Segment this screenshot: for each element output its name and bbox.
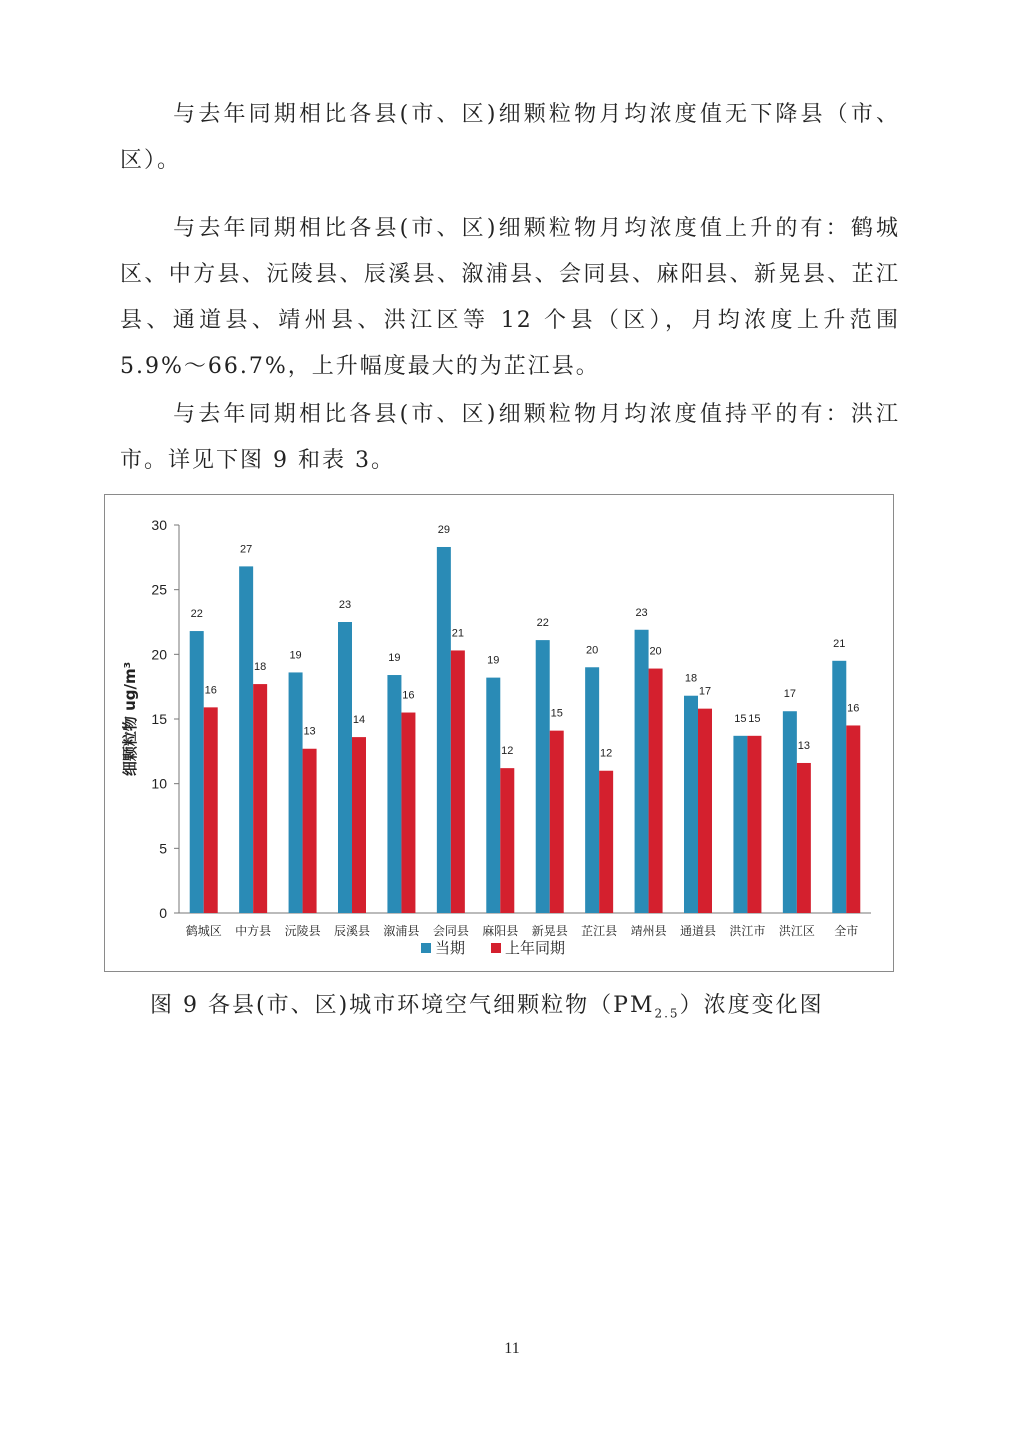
data-label-last-year: 16 bbox=[402, 689, 415, 702]
bar-current bbox=[733, 736, 747, 913]
data-label-current: 27 bbox=[240, 543, 253, 556]
bar-current bbox=[536, 640, 550, 913]
bar-current bbox=[239, 566, 253, 913]
data-label-current: 20 bbox=[586, 644, 599, 657]
bar-last-year bbox=[747, 736, 761, 913]
x-tick-label: 溆浦县 bbox=[383, 924, 420, 938]
x-tick-label: 全市 bbox=[834, 924, 859, 938]
y-tick-label: 10 bbox=[151, 775, 167, 792]
bar-current bbox=[635, 630, 649, 913]
x-tick-label: 中方县 bbox=[235, 924, 272, 938]
data-label-current: 21 bbox=[833, 637, 846, 650]
paragraph-3-text: 与去年同期相比各县(市、区)细颗粒物月均浓度值持平的有：洪江市。详见下图 9 和表 3。 bbox=[120, 402, 900, 473]
x-tick-label: 会同县 bbox=[432, 924, 469, 938]
data-label-last-year: 20 bbox=[649, 645, 662, 658]
bar-current bbox=[289, 672, 303, 913]
x-tick-label: 通道县 bbox=[679, 924, 717, 938]
paragraph-1 bbox=[120, 92, 900, 184]
x-tick-label: 靖州县 bbox=[630, 924, 667, 938]
y-tick-label: 25 bbox=[151, 581, 167, 598]
bar-last-year bbox=[698, 709, 712, 913]
page-number: 11 bbox=[504, 1340, 520, 1357]
bar-last-year bbox=[303, 749, 317, 913]
data-label-last-year: 12 bbox=[501, 745, 514, 758]
x-tick-label: 鹤城区 bbox=[185, 924, 222, 938]
data-label-last-year: 13 bbox=[303, 725, 316, 738]
x-tick-label: 洪江区 bbox=[778, 924, 815, 938]
x-tick-label: 新晃县 bbox=[531, 924, 568, 938]
data-label-current: 22 bbox=[536, 617, 549, 630]
data-label-current: 15 bbox=[734, 712, 747, 725]
bar-last-year bbox=[352, 737, 366, 913]
legend-swatch bbox=[491, 943, 501, 953]
x-tick-label: 洪江市 bbox=[729, 924, 766, 938]
legend-label: 当期 bbox=[435, 939, 466, 957]
data-label-current: 19 bbox=[388, 652, 401, 665]
data-label-last-year: 16 bbox=[847, 702, 860, 715]
bar-last-year bbox=[649, 669, 663, 913]
bar-current bbox=[684, 696, 698, 913]
bar-last-year bbox=[204, 707, 218, 913]
caption-subscript: 2.5 bbox=[654, 1006, 680, 1021]
paragraph-2 bbox=[120, 206, 900, 390]
bar-last-year bbox=[599, 771, 613, 913]
bar-last-year bbox=[500, 768, 514, 913]
data-label-last-year: 18 bbox=[254, 661, 267, 674]
bar-last-year bbox=[401, 713, 415, 913]
bar-last-year bbox=[846, 725, 860, 913]
bar-last-year bbox=[253, 684, 267, 913]
y-tick-label: 5 bbox=[159, 840, 167, 857]
legend-label: 上年同期 bbox=[505, 939, 566, 957]
data-label-last-year: 12 bbox=[600, 747, 613, 760]
data-label-last-year: 14 bbox=[352, 714, 366, 727]
bar-last-year bbox=[797, 763, 811, 913]
bar-chart bbox=[105, 495, 893, 971]
paragraph-2-text: 与去年同期相比各县(市、区)细颗粒物月均浓度值上升的有：鹤城区、中方县、沅陵县、辰溪县、溆浦县、会同县、麻阳县、新晃县、芷江县、通道县、靖州县、洪江区等 12 个县（区），月均浓度上升范围 5.9%～66.7%，上升幅度最大的为芷江县。 bbox=[120, 216, 900, 379]
bar-current bbox=[338, 622, 352, 913]
x-tick-label: 麻阳县 bbox=[482, 924, 519, 938]
bar-last-year bbox=[451, 650, 465, 913]
data-label-last-year: 15 bbox=[550, 707, 563, 720]
y-tick-label: 15 bbox=[151, 711, 167, 727]
legend-swatch bbox=[421, 943, 431, 953]
x-tick-label: 辰溪县 bbox=[333, 924, 371, 938]
data-label-current: 23 bbox=[635, 606, 648, 619]
paragraph-1-text: 与去年同期相比各县(市、区)细颗粒物月均浓度值无下降县（市、区）。 bbox=[120, 102, 900, 173]
chart-container bbox=[104, 494, 894, 972]
data-label-current: 17 bbox=[783, 688, 796, 701]
paragraph-3 bbox=[120, 392, 900, 484]
bar-last-year bbox=[550, 731, 564, 913]
bar-current bbox=[190, 631, 204, 913]
caption-end: ）浓度变化图 bbox=[679, 993, 824, 1018]
caption-main: 图 9 各县(市、区)城市环境空气细颗粒物（PM bbox=[150, 993, 655, 1018]
data-label-last-year: 17 bbox=[698, 685, 712, 698]
y-axis-label: 细颗粒物 ug/m³ bbox=[121, 661, 139, 777]
x-tick-label: 芷江县 bbox=[581, 924, 618, 938]
figure-caption bbox=[150, 988, 824, 1020]
y-tick-label: 0 bbox=[159, 905, 167, 921]
data-label-current: 29 bbox=[437, 523, 450, 536]
data-label-current: 18 bbox=[684, 672, 698, 685]
bar-current bbox=[585, 667, 599, 913]
data-label-current: 19 bbox=[487, 654, 500, 667]
x-tick-label: 沅陵县 bbox=[284, 924, 321, 938]
data-label-current: 19 bbox=[289, 649, 302, 662]
y-tick-label: 20 bbox=[151, 646, 167, 663]
data-label-current: 22 bbox=[190, 608, 203, 621]
data-label-last-year: 13 bbox=[797, 739, 810, 752]
bar-current bbox=[387, 675, 401, 913]
bar-current bbox=[783, 711, 797, 913]
data-label-current: 23 bbox=[338, 599, 352, 611]
bar-current bbox=[437, 547, 451, 913]
y-tick-label: 30 bbox=[151, 517, 167, 533]
data-label-last-year: 16 bbox=[204, 684, 217, 697]
bar-current bbox=[832, 661, 846, 913]
bar-current bbox=[486, 678, 500, 913]
data-label-last-year: 15 bbox=[748, 712, 761, 725]
data-label-last-year: 21 bbox=[451, 627, 464, 640]
